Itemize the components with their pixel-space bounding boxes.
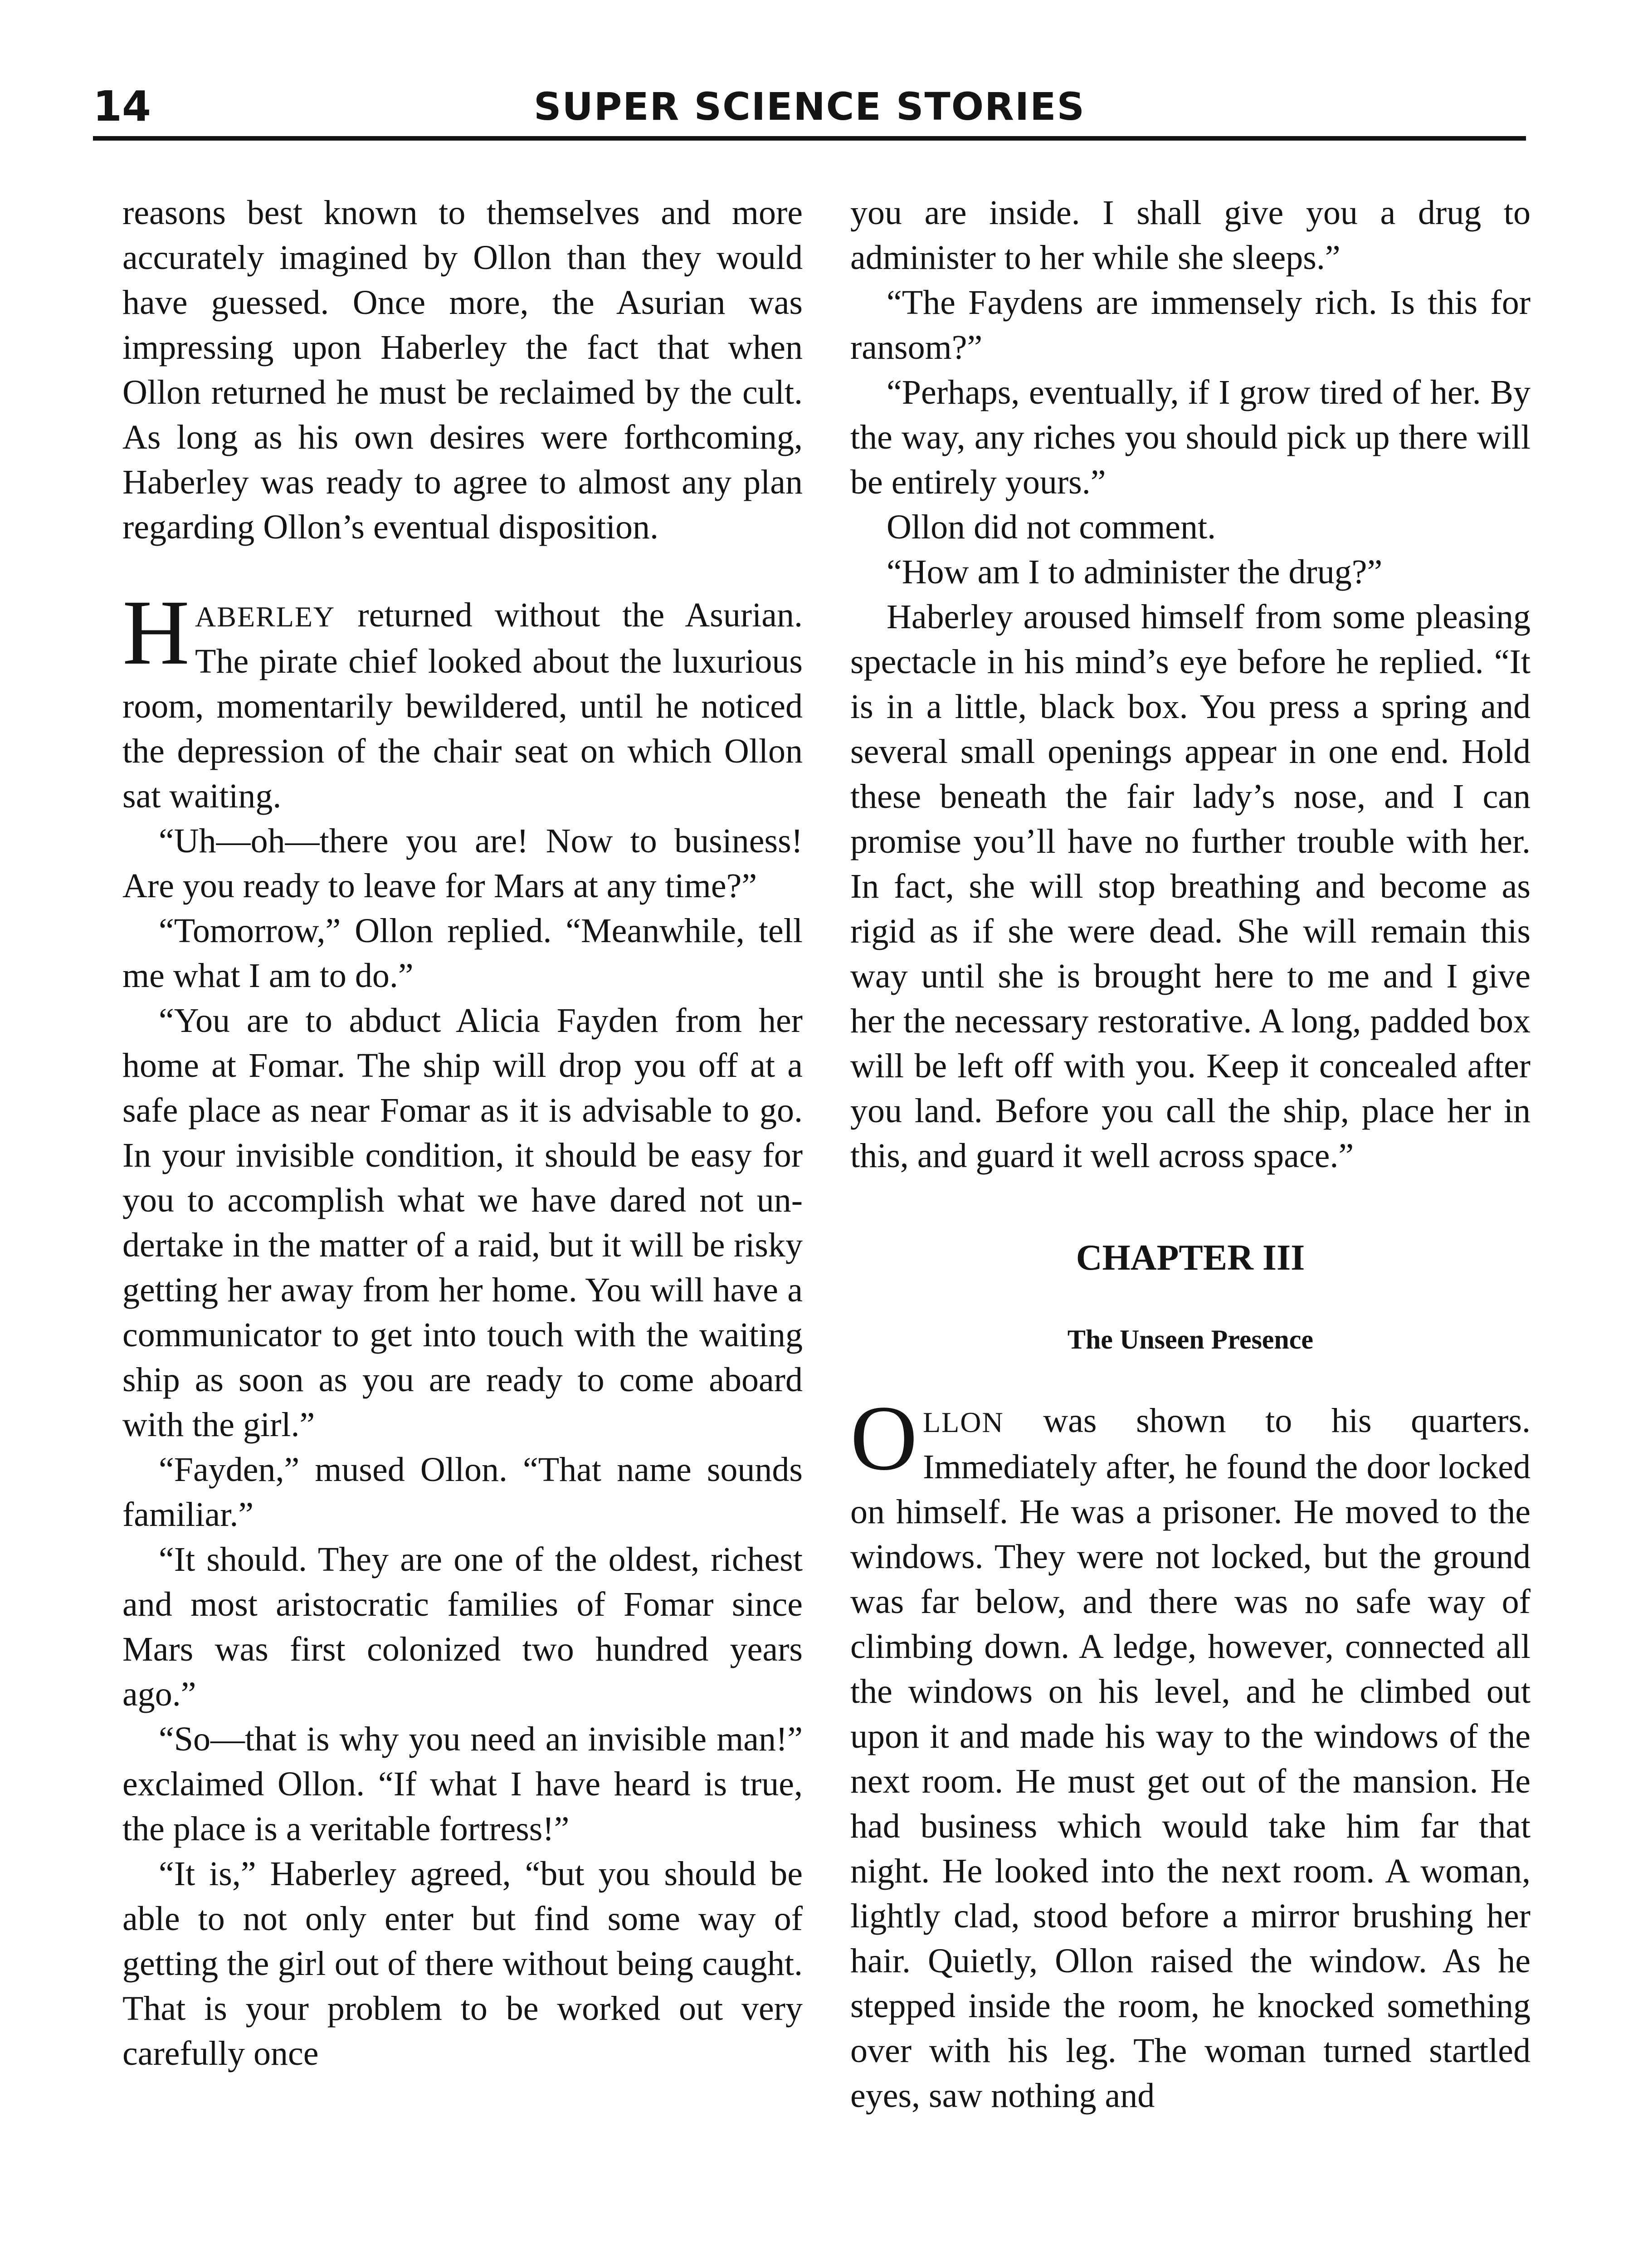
header-rule	[93, 136, 1526, 141]
paragraph-text: was shown to his quarters. Immediately after, he found the door locked on himself. He was a prisoner. He moved to the windows. They were not locked, but the ground was far below, and there was no safe way of climbing down. A ledge, however, connected all the windows on his level, and he climbed out upon it and made his way to the windows of the next room. He must get out of the mansion. He had business which would take him far that night. He looked into the next room. A woman, lightly clad, stood before a mirror brushing her hair. Quietly, Ollon raised the window. As he stepped inside the room, he knocked something over with his leg. The woman turned startled eyes, saw nothing and	[850, 1402, 1531, 2115]
small-caps-lead: ABERLEY	[195, 601, 336, 633]
dropcap-paragraph	[122, 581, 803, 819]
paragraph: “Perhaps, eventually, if I grow tired of her. By the way, any riches you should pick up there will be entirely yours.”	[850, 373, 1531, 501]
chapter-subtitle: The Unseen Presence	[1067, 1325, 1314, 1354]
paragraph: “It should. They are one of the oldest, richest and most aristocratic families of Fomar since Mars was first colonized two hundred years ago.”	[122, 1540, 803, 1713]
paragraph: “The Faydens are immensely rich. Is this for ransom?”	[850, 284, 1531, 367]
paragraph: “Tomorrow,” Ollon replied. “Meanwhile, tell me what I am to do.”	[122, 912, 803, 995]
section-break	[122, 550, 803, 593]
running-title: SUPER SCIENCE STORIES	[534, 84, 1085, 129]
paragraph: “Fayden,” mused Ollon. “That name sounds familiar.”	[122, 1451, 803, 1534]
paragraph: “Uh—oh—there you are! Now to business! Are you ready to leave for Mars at any time?”	[122, 822, 803, 905]
right-column	[850, 191, 1531, 2118]
paragraph-text: returned without the Asurian. The pirate chief looked about the luxurious room, momentarily bewildered, until he noticed the depression of the chair seat on which Ollon sat waiting.	[122, 596, 803, 815]
paragraph: reasons best known to themselves and more accurately imagined by Ollon than they would have guessed. Once more, the Asurian was impressing upon Haberley the fact that when Ollon returned he must be reclaimed by the cult. As long as his own desires were forthcoming, Haberley was ready to agree to almost any plan regarding Ollon’s eventual disposition.	[122, 194, 803, 546]
paragraph: “You are to abduct Alicia Fayden from her home at Fomar. The ship will drop you off at a safe place as near Fomar as it is advisable to go. In your invisible condition, it should be easy for you to accomplish what we have dared not undertake in the matter of a raid, but it will be risky getting her away from her home. You will have a communicator to get into touch with the waiting ship as soon as you are ready to come aboard with the girl.”	[122, 1002, 803, 1444]
drop-cap-letter: O	[850, 1387, 918, 1490]
paragraph: you are inside. I shall give you a drug to administer to her while she sleeps.”	[850, 194, 1531, 277]
paragraph: “So—that is why you need an invisible man!” exclaimed Ollon. “If what I have heard is true, the place is a veritable fortress!”	[122, 1720, 803, 1848]
drop-cap-letter: H	[122, 581, 190, 684]
left-column	[122, 191, 803, 2076]
paragraph: Ollon did not comment.	[887, 508, 1216, 546]
page-number: 14	[93, 82, 151, 131]
page-header	[93, 68, 1526, 141]
small-caps-lead: LLON	[923, 1406, 1004, 1438]
chapter-title: CHAPTER III	[1076, 1238, 1305, 1278]
paragraph: “It is,” Haberley agreed, “but you should be able to not only enter but find some way of getting the girl out of there without being caught. That is your problem to be worked out very carefully once	[122, 1855, 803, 2072]
dropcap-paragraph	[850, 1387, 1531, 2118]
paragraph: “How am I to administer the drug?”	[887, 553, 1383, 591]
paragraph: Haberley aroused himself from some pleasing spectacle in his mind’s eye before he replied. “It is in a little, black box. You press a spring and several small openings appear in one end. Hold these beneath the fair lady’s nose, and I can promise you’ll have no further trouble with her. In fact, she will stop breathing and become as rigid as if she were dead. She will remain this way until she is brought here to me and I give her the necessary restorative. A long, padded box will be left off with you. Keep it concealed after you land. Before you call the ship, place her in this, and guard it well across space.”	[850, 598, 1531, 1175]
